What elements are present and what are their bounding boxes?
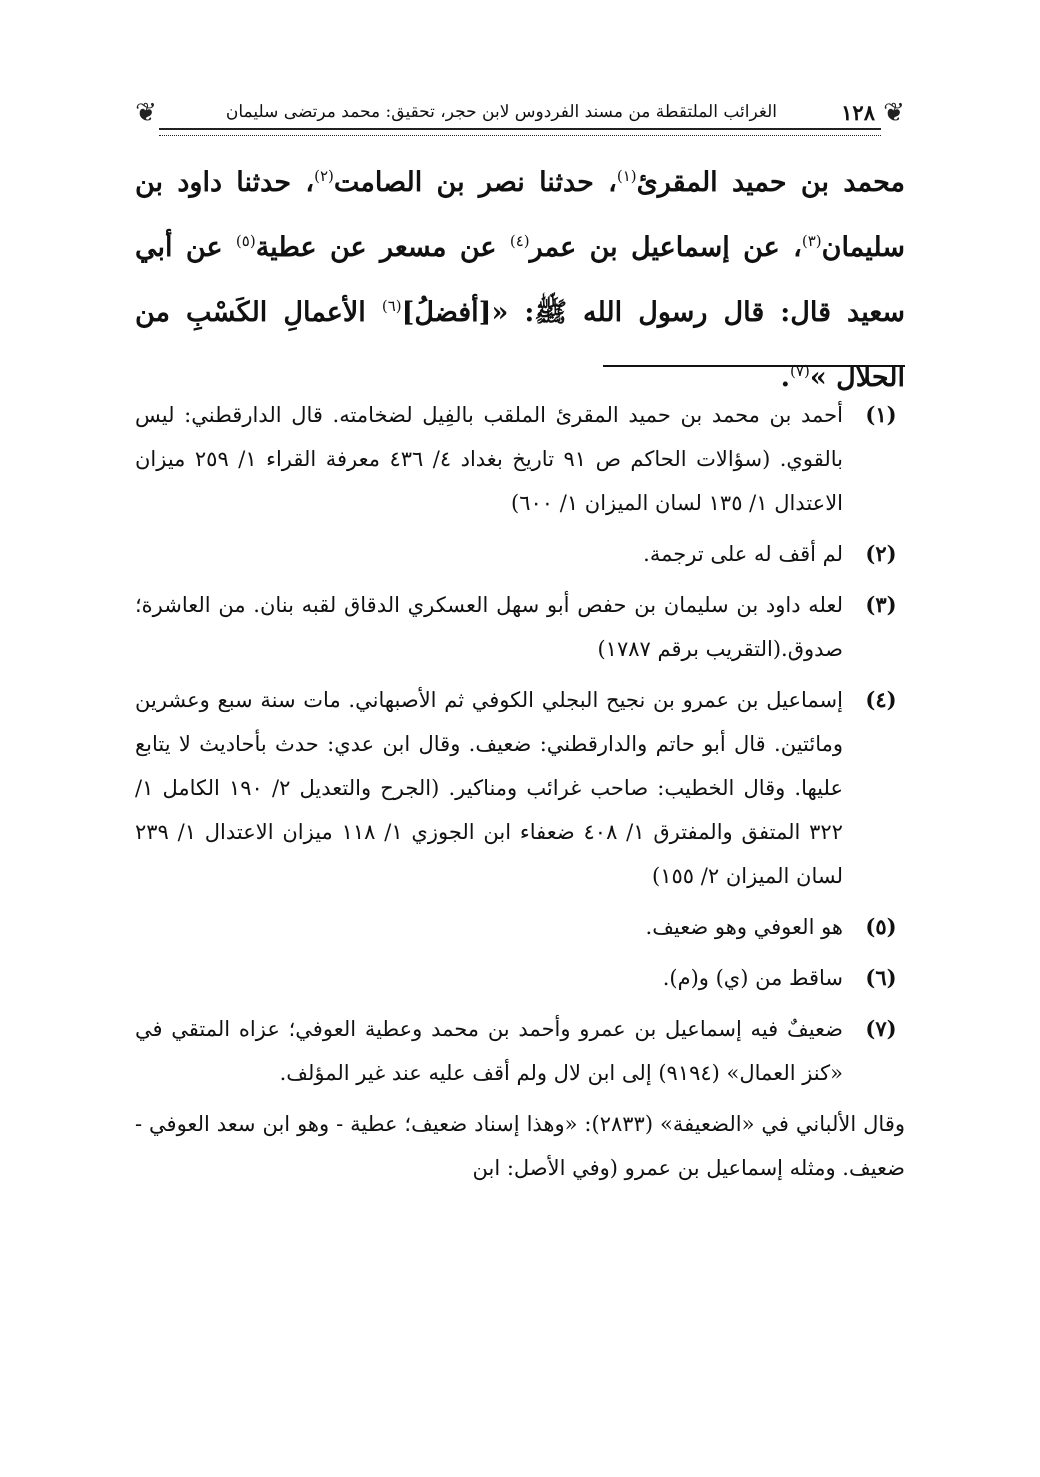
footnote-text: لعله داود بن سليمان بن حفص أبو سهل العسكري الدقاق لقبه بنان. من العاشرة؛ صدوق.(التقريب برقم ١٧٨٧)	[135, 593, 843, 661]
footnote-text: ساقط من (ي) و(م).	[662, 966, 843, 990]
footnote	[135, 532, 905, 576]
footnote-ref: (٧)	[790, 362, 810, 380]
footnote-text: لم أقف له على ترجمة.	[643, 542, 843, 566]
footnote-ref: (١)	[616, 167, 637, 185]
footnote	[135, 1007, 905, 1095]
running-header	[133, 96, 907, 136]
footnote-number: (١)	[865, 402, 897, 427]
floral-ornament-icon: ❦	[883, 98, 905, 128]
hadith-segment: عن مسعر عن عطية	[255, 232, 510, 263]
footnote-number: (٣)	[865, 592, 897, 617]
footnote-ref: (٤)	[509, 232, 530, 250]
header-rule	[159, 128, 881, 136]
hadith-text	[135, 150, 905, 410]
hadith-segment: .	[780, 362, 791, 393]
footnote-number: (٢)	[865, 541, 897, 566]
footnote-text: إسماعيل بن عمرو بن نجيح البجلي الكوفي ثم الأصبهاني. مات سنة سبع وعشرين ومائتين. قال أبو حاتم والدارقطني: ضعيف. وقال ابن عدي: حدث بأحاديث لا يتابع عليها. وقال الخطيب: صاحب غرائب ومناكير. (الجرح والتعديل ٢/ ١٩٠ الكامل ١/ ٣٢٢ المتفق والمفترق ١/ ٤٠٨ ضعفاء ابن الجوزي ١/ ١١٨ ميزان الاعتدال ١/ ٢٣٩ لسان الميزان ٢/ ١٥٥)	[135, 688, 843, 888]
footnote	[135, 393, 905, 525]
hadith-segment: عن أبي سعيد قال: قال رسول الله ﷺ: «[أفضلُ]	[135, 232, 905, 328]
footnote-number: (٧)	[865, 1016, 897, 1041]
running-title: الغرائب الملتقطة من مسند الفردوس لابن حجر، تحقيق: محمد مرتضى سليمان	[225, 102, 777, 122]
floral-ornament-icon: ❦	[135, 98, 157, 128]
footnote-ref: (٣)	[801, 232, 822, 250]
hadith-segment: ، عن إسماعيل بن عمر	[529, 232, 802, 263]
footnote-ref: (٢)	[314, 167, 334, 185]
footnote-ref: (٥)	[235, 232, 256, 250]
footnote	[135, 583, 905, 671]
footnote-number: (٥)	[865, 914, 897, 939]
footnote	[135, 956, 905, 1000]
page-number: ١٢٨	[841, 100, 875, 125]
footnote-text: أحمد بن محمد بن حميد المقرئ الملقب بالفِيل لضخامته. قال الدارقطني: ليس بالقوي. (سؤالات الحاكم ص ٩١ تاريخ بغداد ٤/ ٤٣٦ معرفة القراء ١/ ٢٥٩ ميزان الاعتدال ١/ ١٣٥ لسان الميزان ١/ ٦٠٠)	[135, 403, 843, 515]
footnote-number: (٤)	[865, 687, 897, 712]
hadith-paragraph	[135, 150, 905, 410]
footnotes	[135, 393, 905, 1190]
footnote	[135, 905, 905, 949]
hadith-segment: ، حدثنا داود بن سليمان	[135, 167, 905, 263]
footnote	[135, 678, 905, 898]
footnote-ref: (٦)	[381, 297, 402, 315]
footnote-separator	[603, 365, 905, 367]
footnote-text: ضعيفٌ فيه إسماعيل بن عمرو وأحمد بن محمد وعطية العوفي؛ عزاه المتقي في «كنز العمال» (٩١٩٤) إلى ابن لال ولم أقف عليه عند غير المؤلف.	[135, 1017, 843, 1085]
footnote-continuation: وقال الألباني في «الضعيفة» (٢٨٣٣): «وهذا إسناد ضعيف؛ عطية - وهو ابن سعد العوفي - ضعيف. ومثله إسماعيل بن عمرو (وفي الأصل: ابن	[135, 1112, 906, 1180]
footnote-number: (٦)	[865, 965, 897, 990]
hadith-segment: الأعمالِ الكَسْبِ من الحلال »	[135, 297, 905, 393]
hadith-segment: ، حدثنا نصر بن الصامت	[333, 167, 617, 198]
footnote-text: هو العوفي وهو ضعيف.	[645, 915, 843, 939]
hadith-segment: محمد بن حميد المقرئ	[636, 167, 905, 198]
